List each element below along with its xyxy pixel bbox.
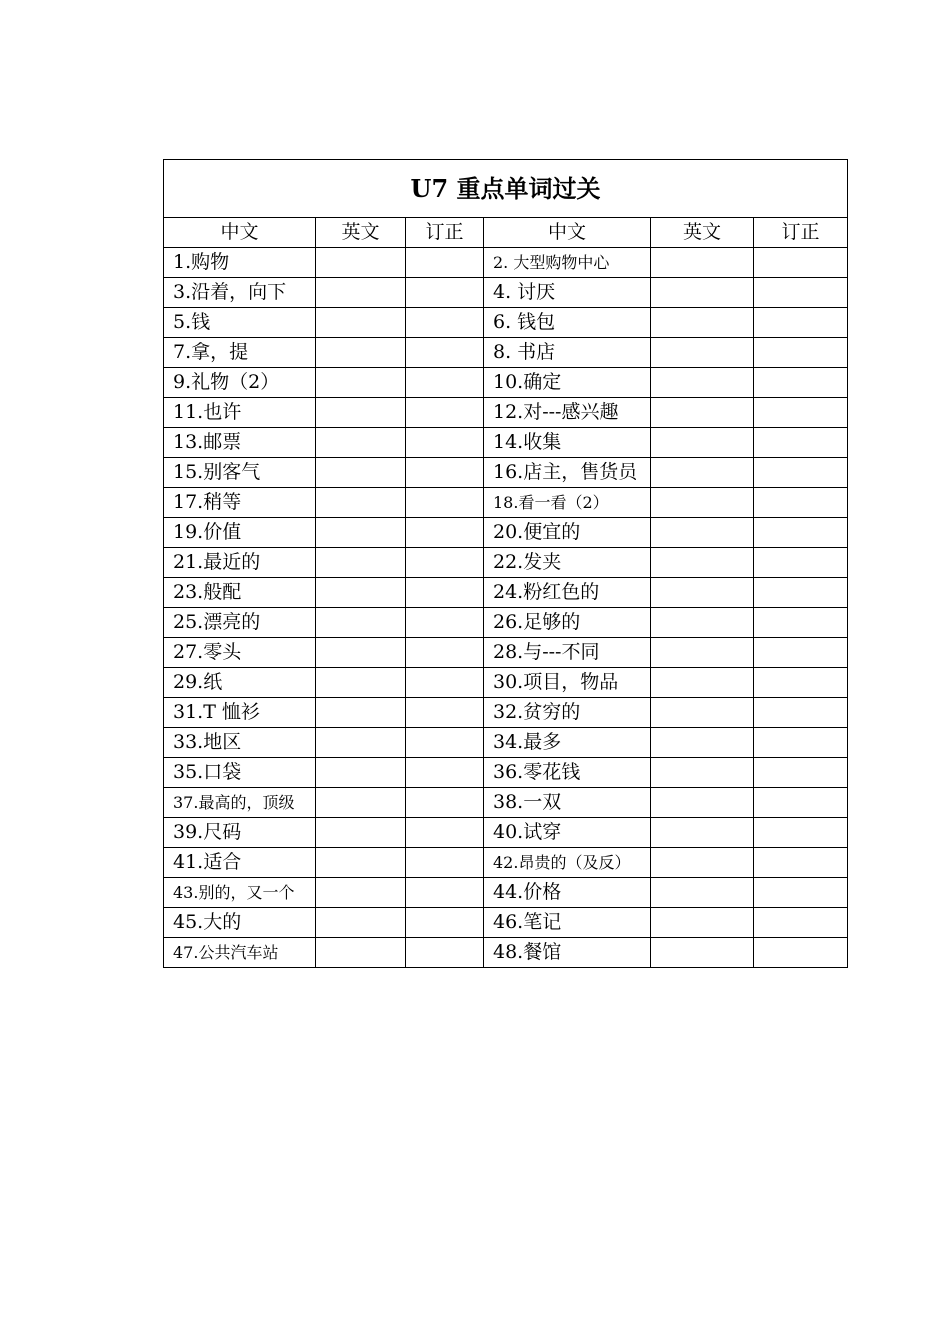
correction-cell [406,758,484,788]
correction-cell [754,578,848,608]
correction-cell [754,698,848,728]
table-row [164,818,848,848]
chinese-term: 10.确定 [484,368,651,398]
title-row [164,160,848,218]
correction-cell [406,548,484,578]
chinese-term: 1.购物 [164,248,316,278]
correction-cell [406,398,484,428]
english-answer-cell [316,578,406,608]
chinese-term: 16.店主，售货员 [484,458,651,488]
chinese-term: 7.拿，提 [164,338,316,368]
chinese-term: 13.邮票 [164,428,316,458]
english-answer-cell [651,638,754,668]
table-row [164,398,848,428]
correction-cell [754,818,848,848]
correction-cell [406,638,484,668]
chinese-term: 43.别的，又一个 [164,878,316,908]
chinese-term: 46.笔记 [484,908,651,938]
english-answer-cell [651,788,754,818]
correction-cell [754,908,848,938]
chinese-term: 18.看一看（2） [484,488,651,518]
chinese-term: 6. 钱包 [484,308,651,338]
correction-cell [754,668,848,698]
english-answer-cell [316,638,406,668]
header-correction-right: 订正 [754,218,848,248]
chinese-term: 42.昂贵的（及反） [484,848,651,878]
chinese-term: 33.地区 [164,728,316,758]
chinese-term: 45.大的 [164,908,316,938]
chinese-term: 40.试穿 [484,818,651,848]
english-answer-cell [316,488,406,518]
english-answer-cell [316,428,406,458]
english-answer-cell [316,698,406,728]
header-chinese-left: 中文 [164,218,316,248]
english-answer-cell [316,848,406,878]
chinese-term: 24.粉红色的 [484,578,651,608]
chinese-term: 19.价值 [164,518,316,548]
chinese-term: 39.尺码 [164,818,316,848]
correction-cell [406,728,484,758]
chinese-term: 30.项目，物品 [484,668,651,698]
chinese-term: 14.收集 [484,428,651,458]
table-row [164,428,848,458]
chinese-term: 41.适合 [164,848,316,878]
english-answer-cell [651,818,754,848]
correction-cell [406,818,484,848]
correction-cell [406,458,484,488]
correction-cell [406,938,484,968]
correction-cell [406,428,484,458]
correction-cell [754,788,848,818]
table-row [164,758,848,788]
english-answer-cell [316,398,406,428]
chinese-term: 25.漂亮的 [164,608,316,638]
english-answer-cell [651,848,754,878]
table-row [164,488,848,518]
table-row [164,308,848,338]
chinese-term: 20.便宜的 [484,518,651,548]
correction-cell [754,728,848,758]
correction-cell [406,248,484,278]
correction-cell [754,248,848,278]
table-row [164,908,848,938]
chinese-term: 37.最高的，顶级 [164,788,316,818]
english-answer-cell [651,398,754,428]
correction-cell [754,278,848,308]
correction-cell [754,548,848,578]
table-row [164,608,848,638]
correction-cell [754,848,848,878]
correction-cell [754,518,848,548]
english-answer-cell [651,758,754,788]
correction-cell [754,398,848,428]
table-row [164,668,848,698]
english-answer-cell [316,518,406,548]
english-answer-cell [651,308,754,338]
english-answer-cell [651,248,754,278]
english-answer-cell [651,428,754,458]
correction-cell [754,458,848,488]
table-row [164,368,848,398]
chinese-term: 36.零花钱 [484,758,651,788]
english-answer-cell [651,458,754,488]
english-answer-cell [316,728,406,758]
table-row [164,278,848,308]
correction-cell [754,938,848,968]
correction-cell [754,338,848,368]
english-answer-cell [651,908,754,938]
correction-cell [406,278,484,308]
english-answer-cell [651,578,754,608]
english-answer-cell [651,668,754,698]
correction-cell [406,488,484,518]
page-title: U7 重点单词过关 [164,160,848,218]
table-row [164,878,848,908]
chinese-term: 47.公共汽车站 [164,938,316,968]
english-answer-cell [316,278,406,308]
table-row [164,518,848,548]
chinese-term: 34.最多 [484,728,651,758]
english-answer-cell [651,368,754,398]
table-row [164,578,848,608]
table-row [164,728,848,758]
chinese-term: 3.沿着，向下 [164,278,316,308]
english-answer-cell [316,818,406,848]
header-correction-left: 订正 [406,218,484,248]
chinese-term: 35.口袋 [164,758,316,788]
english-answer-cell [651,608,754,638]
correction-cell [754,608,848,638]
correction-cell [754,758,848,788]
table-row [164,938,848,968]
chinese-term: 38.一双 [484,788,651,818]
header-english-left: 英文 [316,218,406,248]
header-chinese-right: 中文 [484,218,651,248]
english-answer-cell [651,338,754,368]
english-answer-cell [651,488,754,518]
correction-cell [406,308,484,338]
correction-cell [406,668,484,698]
english-answer-cell [651,878,754,908]
table-row [164,698,848,728]
english-answer-cell [316,248,406,278]
table-row [164,848,848,878]
chinese-term: 21.最近的 [164,548,316,578]
chinese-term: 9.礼物（2） [164,368,316,398]
chinese-term: 27.零头 [164,638,316,668]
english-answer-cell [651,518,754,548]
chinese-term: 8. 书店 [484,338,651,368]
english-answer-cell [316,908,406,938]
header-english-right: 英文 [651,218,754,248]
correction-cell [406,338,484,368]
english-answer-cell [651,728,754,758]
correction-cell [754,878,848,908]
chinese-term: 22.发夹 [484,548,651,578]
vocabulary-table [163,159,848,968]
correction-cell [754,428,848,458]
english-answer-cell [316,548,406,578]
correction-cell [406,788,484,818]
chinese-term: 31.T 恤衫 [164,698,316,728]
chinese-term: 32.贫穷的 [484,698,651,728]
english-answer-cell [316,308,406,338]
correction-cell [406,608,484,638]
english-answer-cell [316,878,406,908]
chinese-term: 12.对---感兴趣 [484,398,651,428]
chinese-term: 2. 大型购物中心 [484,248,651,278]
chinese-term: 23.般配 [164,578,316,608]
english-answer-cell [651,278,754,308]
chinese-term: 17.稍等 [164,488,316,518]
english-answer-cell [651,548,754,578]
correction-cell [754,638,848,668]
english-answer-cell [651,698,754,728]
table-row [164,638,848,668]
english-answer-cell [316,668,406,698]
english-answer-cell [651,938,754,968]
correction-cell [406,848,484,878]
table-row [164,458,848,488]
english-answer-cell [316,368,406,398]
chinese-term: 5.钱 [164,308,316,338]
correction-cell [406,698,484,728]
correction-cell [406,518,484,548]
correction-cell [754,308,848,338]
chinese-term: 29.纸 [164,668,316,698]
correction-cell [406,908,484,938]
correction-cell [754,368,848,398]
english-answer-cell [316,938,406,968]
table-row [164,548,848,578]
correction-cell [406,878,484,908]
table-row [164,248,848,278]
table-row [164,338,848,368]
chinese-term: 15.别客气 [164,458,316,488]
chinese-term: 44.价格 [484,878,651,908]
chinese-term: 28.与---不同 [484,638,651,668]
english-answer-cell [316,338,406,368]
english-answer-cell [316,758,406,788]
correction-cell [406,368,484,398]
chinese-term: 48.餐馆 [484,938,651,968]
chinese-term: 26.足够的 [484,608,651,638]
correction-cell [754,488,848,518]
table-row [164,788,848,818]
english-answer-cell [316,608,406,638]
correction-cell [406,578,484,608]
chinese-term: 11.也许 [164,398,316,428]
header-row [164,218,848,248]
english-answer-cell [316,458,406,488]
chinese-term: 4. 讨厌 [484,278,651,308]
english-answer-cell [316,788,406,818]
